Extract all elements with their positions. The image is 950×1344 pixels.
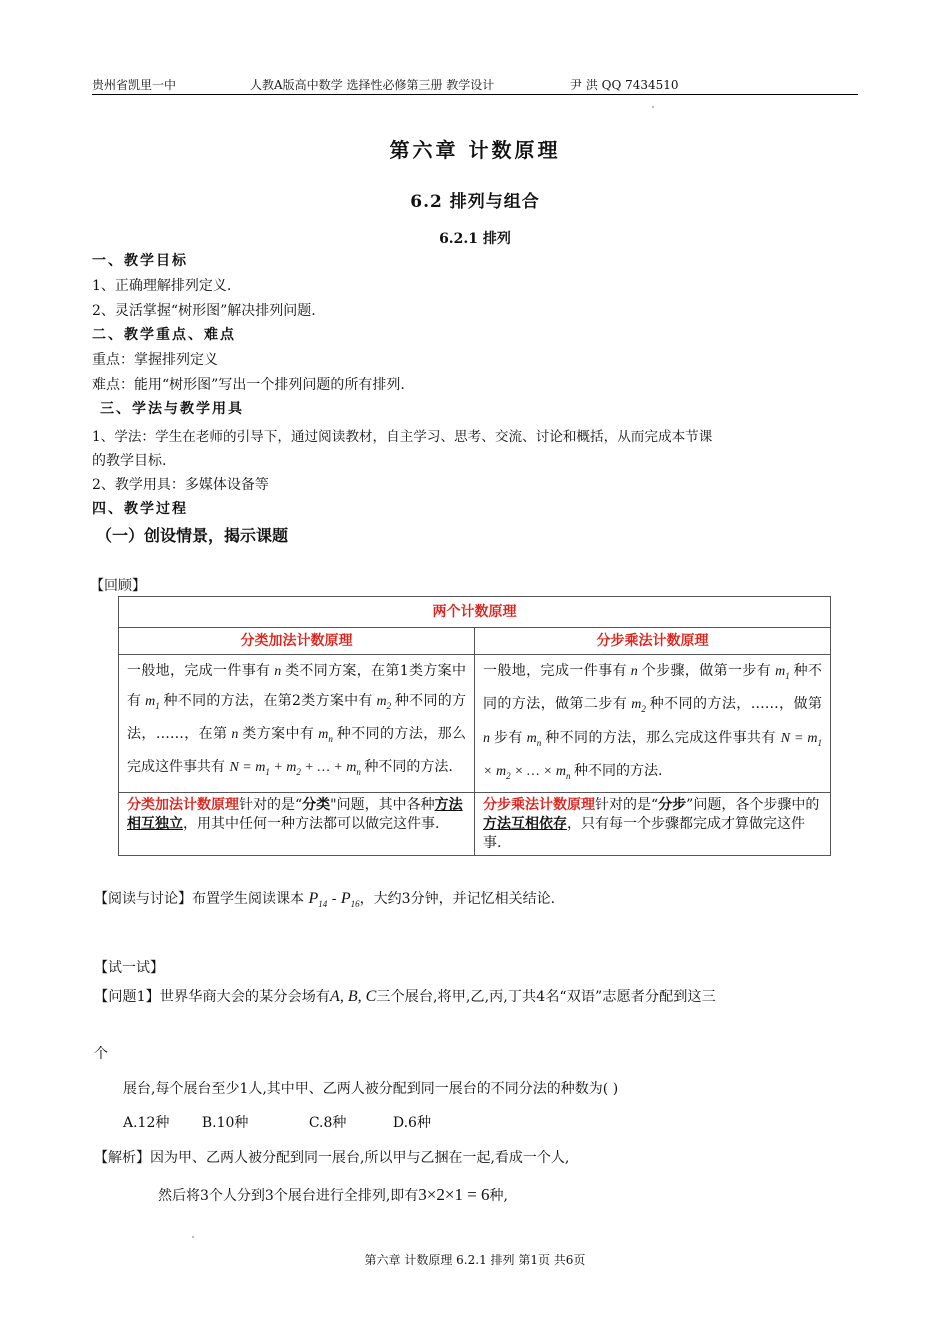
goal-item: 2、灵活掌握“树形图”解决排列问题. xyxy=(92,303,316,319)
problem1-line1: 【问题1】世界华商大会的某分会场有A, B, C三个展台,将甲,乙,丙,丁共4名“双语”志愿者分配到这三 xyxy=(94,988,716,1005)
goals-heading: 一、教学目标 xyxy=(92,253,188,269)
process-part1: （一）创设情景，揭示课题 xyxy=(96,526,289,545)
option-c: C.8种 xyxy=(308,1115,347,1131)
methods-line1: 1、学法：学生在老师的引导下，通过阅读教材，自主学习、思考、交流、讨论和概括，从而完成本节课 xyxy=(92,429,713,445)
col1-body: 一般地，完成一件事有 n 类不同方案，在第1类方案中有 $m_1$ 种不同的方法，在第2类方案中有 $m_2$ 种不同的方法，……，在第 n 类方案中有 $m_n$ 种不同的方法，那么完成这件事共有 $N = m_1 + m_2$ + … + $m_n$ 种不同的方法. xyxy=(119,655,475,793)
scan-dot xyxy=(192,1236,194,1238)
goal-item: 1、正确理解排列定义. xyxy=(92,278,232,294)
table-title: 两个计数原理 xyxy=(119,597,831,628)
analysis-line1: 【解析】因为甲、乙两人被分配到同一展台,所以甲与乙捆在一起,看成一个人, xyxy=(94,1150,570,1166)
col2-header: 分步乘法计数原理 xyxy=(475,628,831,655)
focus-text: 重点：掌握排列定义 xyxy=(92,352,218,368)
option-b: B.10种 xyxy=(201,1115,249,1131)
col2-summary: 分步乘法计数原理针对的是“分步”问题，各个步骤中的方法互相依存，只有每一个步骤都完成才算做完这件事. xyxy=(475,793,831,856)
scan-dot xyxy=(652,106,654,108)
methods-line1b: 的教学目标. xyxy=(92,453,167,469)
header-teacher: 尹 洪 QQ 7434510 xyxy=(570,78,679,92)
counting-principles-table xyxy=(118,596,831,856)
col1-header: 分类加法计数原理 xyxy=(119,628,475,655)
problem1-line2: 个 xyxy=(94,1046,108,1062)
header-book: 人教A版高中数学 选择性必修第三册 教学设计 xyxy=(250,78,495,92)
chapter-title: 第六章 计数原理 xyxy=(389,138,561,162)
keypoints-heading: 二、教学重点、难点 xyxy=(92,327,236,343)
analysis-line2: 然后将3个人分到3个展台进行全排列,即有3×2×1 = 6种, xyxy=(158,1185,508,1204)
process-heading: 四、教学过程 xyxy=(92,501,188,517)
try-label: 【试一试】 xyxy=(94,960,164,976)
difficulty-text: 难点：能用“树形图”写出一个排列问题的所有排列. xyxy=(92,377,405,393)
problem1-line3: 展台,每个展台至少1人,其中甲、乙两人被分配到同一展台的不同分法的种数为( ) xyxy=(123,1081,619,1097)
option-a: A.12种 xyxy=(123,1115,170,1131)
header-school: 贵州省凯里一中 xyxy=(92,78,177,92)
methods-line2: 2、教学用具：多媒体设备等 xyxy=(92,477,269,493)
review-label: 【回顾】 xyxy=(90,578,146,594)
section-title: 6.2 排列与组合 xyxy=(410,192,540,212)
methods-heading: 三、学法与教学用具 xyxy=(100,401,244,417)
problem1-options xyxy=(123,1112,431,1132)
page-footer: 第六章 计数原理 6.2.1 排列 第1页 共6页 xyxy=(364,1253,586,1267)
option-d: D.6种 xyxy=(392,1115,431,1131)
page-header xyxy=(92,76,858,95)
reading-line: 【阅读与讨论】布置学生阅读课本 $P_{14} - P_{16}$，大约3分钟，并记忆相关结论. xyxy=(94,890,556,910)
subsection-title: 6.2.1 排列 xyxy=(439,231,511,247)
col2-body: 一般地，完成一件事有 n 个步骤，做第一步有 $m_1$ 种不同的方法，做第二步有 $m_2$ 种不同的方法，……，做第 n 步有 $m_n$ 种不同的方法，那么完成这件事共有 $N = m_1 \times m_2$ × … × $m_n$ 种不同的方法. xyxy=(475,655,831,793)
col1-summary: 分类加法计数原理针对的是“分类"问题，其中各种方法相互独立，用其中任何一种方法都可以做完这件事. xyxy=(119,793,475,856)
